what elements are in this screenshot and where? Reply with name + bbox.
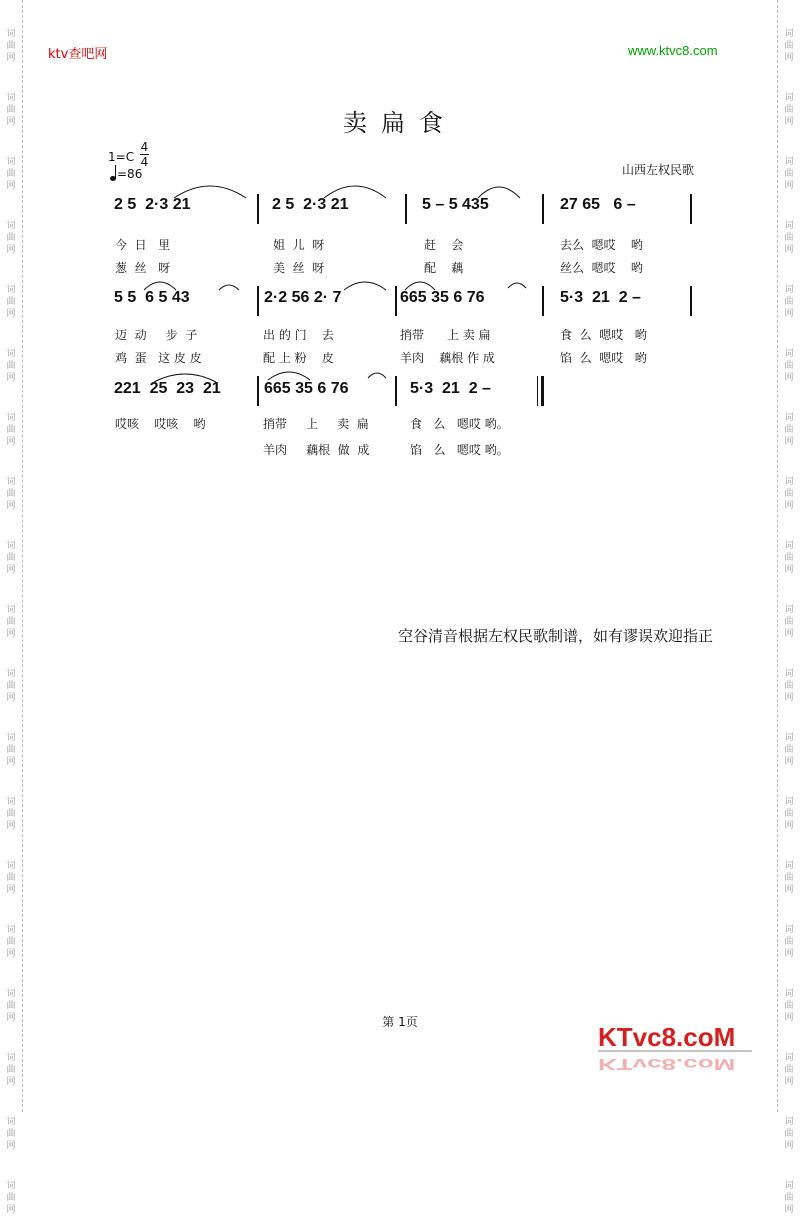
- slur: [505, 278, 529, 290]
- watermark-glyph: 网: [6, 1141, 16, 1151]
- watermark-glyph-group: [6, 1180, 15, 1216]
- lyric-2-4-v2: 馅 么 嗯哎 哟: [560, 351, 647, 365]
- barline: [542, 286, 544, 316]
- watermark-glyph: 网: [784, 373, 794, 383]
- watermark-glyph-group: [6, 156, 15, 192]
- watermark-glyph: 曲: [6, 745, 16, 755]
- watermark-glyph: 网: [6, 501, 16, 511]
- logo-reflection: KTvc8.coM: [598, 1055, 736, 1074]
- watermark-glyph: 词: [6, 1053, 16, 1063]
- barline: [405, 194, 407, 224]
- final-barline-thick: [541, 376, 544, 406]
- watermark-glyph: 词: [6, 861, 16, 871]
- watermark-glyph: 词: [6, 541, 16, 551]
- watermark-glyph-group: [784, 156, 793, 192]
- watermark-glyph: 词: [784, 349, 794, 359]
- measure-3-3: 5·3 21 2 –: [410, 380, 491, 397]
- measure-2-3: 665 35 6 76: [400, 289, 485, 306]
- lyric-3-3-v2: 馅 么 嗯哎 哟。: [410, 443, 509, 457]
- watermark-glyph: 曲: [6, 425, 16, 435]
- watermark-glyph: 词: [784, 925, 794, 935]
- barline: [395, 286, 397, 316]
- watermark-glyph: 词: [784, 541, 794, 551]
- watermark-glyph: 曲: [6, 617, 16, 627]
- watermark-glyph-group: [784, 220, 793, 256]
- watermark-glyph-group: [784, 924, 793, 960]
- lyric-3-2-v2: 羊肉 藕根 做 成: [263, 443, 370, 457]
- watermark-glyph: 词: [784, 93, 794, 103]
- measure-3-2: 665 35 6 76: [264, 380, 349, 397]
- lyric-3-2-v1: 捎带 上 卖 扁: [263, 417, 369, 431]
- watermark-glyph: 词: [784, 605, 794, 615]
- watermark-glyph-group: [6, 348, 15, 384]
- watermark-glyph: 词: [6, 157, 16, 167]
- watermark-glyph-group: [784, 1052, 793, 1088]
- watermark-glyph-group: [784, 668, 793, 704]
- lyric-2-3-v1: 捎带 上 卖 扁: [400, 328, 491, 342]
- watermark-glyph-group: [6, 284, 15, 320]
- watermark-glyph-group: [784, 28, 793, 64]
- watermark-glyph-group: [784, 860, 793, 896]
- page-number: 第 1页: [382, 1015, 418, 1029]
- watermark-glyph: 词: [6, 477, 16, 487]
- watermark-glyph: 网: [784, 181, 794, 191]
- watermark-glyph: 词: [6, 93, 16, 103]
- slur: [264, 366, 314, 382]
- lyric-2-2-v1: 出 的 门 去: [263, 328, 334, 342]
- watermark-glyph-group: [6, 860, 15, 896]
- watermark-glyph: 曲: [784, 361, 794, 371]
- watermark-glyph-group: [6, 476, 15, 512]
- watermark-glyph: 网: [6, 437, 16, 447]
- lyric-2-3-v2: 羊肉 藕根 作 成: [400, 351, 495, 365]
- watermark-glyph: 曲: [6, 233, 16, 243]
- watermark-glyph-group: [6, 796, 15, 832]
- watermark-glyph: 曲: [6, 681, 16, 691]
- watermark-glyph: 网: [784, 1077, 794, 1087]
- watermark-glyph: 网: [6, 1205, 16, 1215]
- watermark-glyph: 词: [784, 797, 794, 807]
- quarter-note-icon: [110, 176, 116, 181]
- watermark-glyph: 曲: [784, 41, 794, 51]
- watermark-glyph-group: [784, 796, 793, 832]
- watermark-glyph: 网: [6, 373, 16, 383]
- watermark-glyph: 曲: [6, 1129, 16, 1139]
- watermark-glyph: 词: [784, 157, 794, 167]
- watermark-glyph: 词: [784, 1117, 794, 1127]
- watermark-glyph: 网: [784, 309, 794, 319]
- watermark-glyph: 网: [784, 501, 794, 511]
- slur: [216, 280, 242, 292]
- time-signature: [140, 140, 149, 169]
- watermark-glyph: 网: [784, 117, 794, 127]
- watermark-glyph: 曲: [784, 1193, 794, 1203]
- watermark-glyph: 词: [6, 605, 16, 615]
- watermark-glyph: 网: [784, 565, 794, 575]
- meter-bottom: 4: [140, 155, 149, 169]
- watermark-glyph: 词: [784, 221, 794, 231]
- watermark-glyph: 词: [6, 349, 16, 359]
- watermark-glyph: 词: [784, 477, 794, 487]
- watermark-glyph: 曲: [6, 873, 16, 883]
- measure-2-1: 5 5 6 5 43: [114, 289, 190, 306]
- watermark-glyph: 网: [784, 949, 794, 959]
- watermark-glyph: 网: [784, 885, 794, 895]
- watermark-glyph: 曲: [6, 169, 16, 179]
- barline: [257, 194, 259, 224]
- watermark-glyph: 网: [6, 757, 16, 767]
- watermark-glyph-group: [6, 540, 15, 576]
- watermark-glyph: 曲: [784, 617, 794, 627]
- slur: [340, 276, 390, 292]
- header-site-url[interactable]: www.ktvc8.com: [628, 43, 718, 58]
- watermark-glyph-group: [6, 412, 15, 448]
- watermark-glyph: 曲: [6, 489, 16, 499]
- watermark-glyph: 词: [6, 925, 16, 935]
- slur: [170, 180, 250, 200]
- watermark-glyph: 词: [784, 285, 794, 295]
- watermark-glyph: 词: [784, 989, 794, 999]
- key-signature: 1=C: [108, 150, 135, 164]
- watermark-glyph-group: [784, 732, 793, 768]
- slur: [140, 276, 180, 292]
- watermark-glyph: 曲: [784, 425, 794, 435]
- lyric-1-2-v1: 姐 儿 呀: [273, 238, 325, 252]
- lyric-2-1-v2: 鸡 蛋 这 皮 皮: [115, 351, 202, 365]
- watermark-glyph: 网: [784, 1141, 794, 1151]
- watermark-glyph: 网: [6, 885, 16, 895]
- measure-2-4: 5·3 21 2 –: [560, 289, 641, 306]
- measure-1-4: 27 65 6 –: [560, 196, 636, 213]
- watermark-glyph: 曲: [6, 41, 16, 51]
- watermark-glyph: 曲: [784, 1001, 794, 1011]
- watermark-glyph: 网: [6, 181, 16, 191]
- lyric-1-3-v2: 配 藕: [424, 261, 464, 275]
- watermark-glyph: 网: [784, 1205, 794, 1215]
- watermark-glyph: 网: [784, 757, 794, 767]
- watermark-glyph: 网: [784, 693, 794, 703]
- header-site-name: ktv查吧网: [48, 47, 108, 62]
- watermark-glyph: 网: [784, 821, 794, 831]
- song-title: 卖扁食: [343, 109, 457, 137]
- watermark-glyph-group: [6, 1116, 15, 1152]
- watermark-glyph: 词: [784, 1053, 794, 1063]
- watermark-glyph-group: [784, 348, 793, 384]
- watermark-glyph: 网: [6, 245, 16, 255]
- lyric-2-4-v1: 食 么 嗯哎 哟: [560, 328, 647, 342]
- watermark-glyph: 词: [6, 733, 16, 743]
- logo-text: KTvc8.coM: [598, 1022, 736, 1052]
- watermark-glyph: 曲: [6, 809, 16, 819]
- watermark-glyph-group: [784, 604, 793, 640]
- watermark-glyph: 词: [6, 1181, 16, 1191]
- watermark-glyph: 曲: [6, 1193, 16, 1203]
- watermark-glyph: 词: [784, 29, 794, 39]
- watermark-glyph: 网: [6, 309, 16, 319]
- lyric-1-3-v1: 赶 会: [424, 238, 464, 252]
- watermark-glyph: 网: [784, 437, 794, 447]
- lyric-1-2-v2: 美 丝 呀: [273, 261, 325, 275]
- watermark-glyph: 曲: [6, 105, 16, 115]
- slur: [320, 180, 390, 200]
- watermark-glyph: 曲: [6, 297, 16, 307]
- watermark-glyph: 曲: [784, 1065, 794, 1075]
- watermark-glyph: 网: [6, 565, 16, 575]
- watermark-glyph-group: [784, 1116, 793, 1152]
- watermark-glyph: 曲: [6, 553, 16, 563]
- watermark-glyph: 网: [784, 629, 794, 639]
- watermark-glyph: 曲: [784, 681, 794, 691]
- lyric-2-2-v2: 配 上 粉 皮: [263, 351, 334, 365]
- watermark-glyph: 词: [6, 413, 16, 423]
- watermark-glyph: 词: [6, 285, 16, 295]
- measure-1-3: 5 – 5 435: [422, 196, 489, 213]
- measure-1-1: 2 5 2·3 21: [114, 196, 191, 213]
- lyric-2-1-v1: 迈 动 步 子: [115, 328, 198, 342]
- lyric-3-3-v1: 食 么 嗯哎 哟。: [410, 417, 509, 431]
- watermark-glyph: 网: [6, 693, 16, 703]
- watermark-glyph: 网: [6, 53, 16, 63]
- watermark-glyph: 曲: [784, 873, 794, 883]
- ktvc8-logo: [596, 1018, 756, 1078]
- watermark-glyph: 曲: [6, 1065, 16, 1075]
- measure-3-1: 221 25 23 21: [114, 380, 221, 397]
- measure-1-2: 2 5 2·3 21: [272, 196, 349, 213]
- watermark-glyph-group: [6, 28, 15, 64]
- watermark-glyph: 词: [784, 1181, 794, 1191]
- watermark-glyph-group: [6, 604, 15, 640]
- barline: [542, 194, 544, 224]
- watermark-glyph: 曲: [6, 937, 16, 947]
- lyric-1-1-v1: 今 日 里: [115, 238, 171, 252]
- watermark-glyph: 网: [784, 245, 794, 255]
- watermark-glyph: 曲: [784, 169, 794, 179]
- lyric-1-4-v2: 丝么 嗯哎 哟: [560, 261, 643, 275]
- watermark-glyph-group: [6, 1052, 15, 1088]
- lyric-1-1-v2: 葱 丝 呀: [115, 261, 171, 275]
- lyric-3-1-v1: 哎咳 哎咳 哟: [115, 417, 206, 431]
- watermark-glyph: 曲: [6, 361, 16, 371]
- watermark-glyph: 网: [784, 1013, 794, 1023]
- watermark-glyph: 词: [6, 1117, 16, 1127]
- watermark-glyph: 网: [784, 53, 794, 63]
- barline: [257, 286, 259, 316]
- slur: [365, 368, 389, 380]
- meter-top: 4: [140, 140, 149, 154]
- watermark-glyph: 网: [6, 629, 16, 639]
- left-watermark-strip: [0, 0, 23, 1215]
- final-barline-thin: [537, 376, 538, 406]
- tempo-marking: [110, 167, 142, 181]
- watermark-glyph: 曲: [6, 1001, 16, 1011]
- watermark-glyph: 词: [784, 669, 794, 679]
- barline: [690, 194, 692, 224]
- watermark-glyph: 词: [784, 733, 794, 743]
- lyric-1-4-v1: 去么 嗯哎 哟: [560, 238, 643, 252]
- watermark-glyph: 网: [6, 1013, 16, 1023]
- watermark-glyph-group: [784, 412, 793, 448]
- watermark-glyph-group: [784, 1180, 793, 1216]
- watermark-glyph: 网: [6, 949, 16, 959]
- watermark-glyph: 曲: [784, 1129, 794, 1139]
- slur: [402, 276, 438, 292]
- watermark-glyph: 网: [6, 821, 16, 831]
- watermark-glyph: 曲: [784, 553, 794, 563]
- watermark-glyph: 曲: [784, 297, 794, 307]
- barline: [395, 376, 397, 406]
- watermark-glyph: 词: [6, 797, 16, 807]
- tempo-value: =86: [117, 167, 143, 181]
- watermark-glyph-group: [6, 924, 15, 960]
- transcription-credit: 空谷清音根据左权民歌制谱，如有谬误欢迎指正: [398, 627, 714, 645]
- song-attribution: 山西左权民歌: [622, 163, 695, 177]
- watermark-glyph-group: [6, 668, 15, 704]
- watermark-glyph: 曲: [784, 809, 794, 819]
- watermark-glyph-group: [6, 220, 15, 256]
- watermark-glyph-group: [784, 476, 793, 512]
- slur: [150, 368, 220, 384]
- watermark-glyph: 词: [6, 29, 16, 39]
- watermark-glyph: 曲: [784, 489, 794, 499]
- watermark-glyph: 曲: [784, 745, 794, 755]
- watermark-glyph-group: [6, 732, 15, 768]
- watermark-glyph: 曲: [784, 233, 794, 243]
- watermark-glyph-group: [784, 284, 793, 320]
- watermark-glyph: 网: [6, 117, 16, 127]
- watermark-glyph: 词: [6, 989, 16, 999]
- watermark-glyph: 词: [6, 669, 16, 679]
- watermark-glyph: 词: [784, 861, 794, 871]
- barline: [257, 376, 259, 406]
- right-watermark-strip: [777, 0, 800, 1215]
- watermark-glyph: 曲: [784, 105, 794, 115]
- watermark-glyph: 词: [784, 413, 794, 423]
- slur: [474, 180, 524, 200]
- measure-2-2: 2·2 56 2· 7: [264, 289, 342, 306]
- watermark-glyph: 曲: [784, 937, 794, 947]
- watermark-glyph: 网: [6, 1077, 16, 1087]
- watermark-glyph-group: [784, 540, 793, 576]
- barline: [690, 286, 692, 316]
- watermark-glyph: 词: [6, 221, 16, 231]
